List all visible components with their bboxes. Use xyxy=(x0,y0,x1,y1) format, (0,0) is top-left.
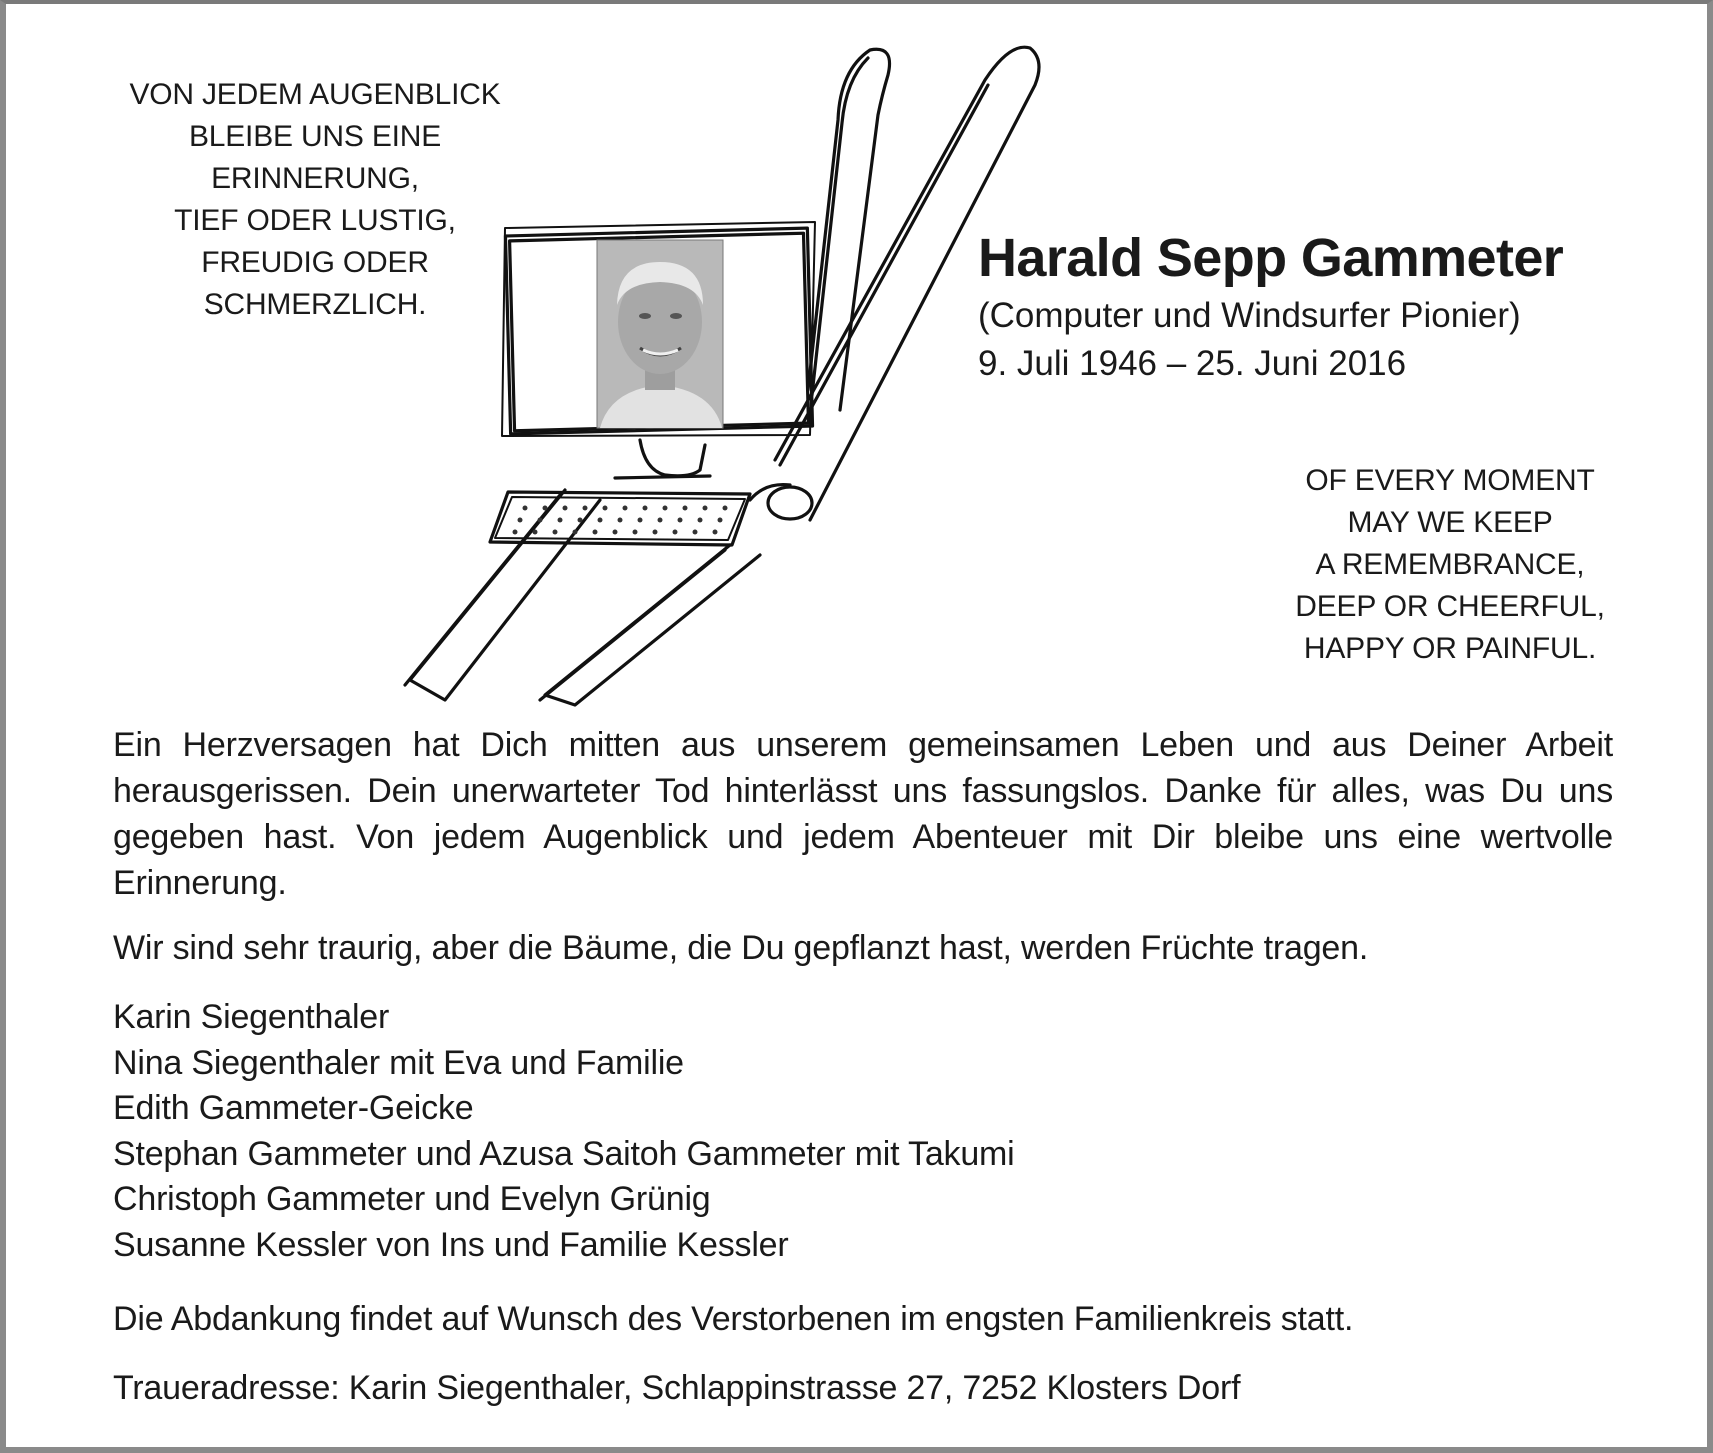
mourner-name: Susanne Kessler von Ins und Familie Kessler xyxy=(113,1225,789,1264)
mouse xyxy=(768,487,812,519)
verse-line: ERINNERUNG, xyxy=(211,162,419,195)
verse-line: HAPPY OR PAINFUL. xyxy=(1303,632,1597,665)
mourner-name: Nina Siegenthaler mit Eva und Familie xyxy=(113,1043,684,1082)
verse-line: BLEIBE UNS EINE xyxy=(188,120,442,153)
deceased-name: Harald Sepp Gammeter xyxy=(978,228,1564,288)
mourner-name: Karin Siegenthaler xyxy=(113,998,390,1036)
mourners-list xyxy=(113,995,1015,1268)
keyboard-keys xyxy=(513,506,728,535)
verse-line: SCHMERZLICH. xyxy=(203,288,427,321)
message-paragraph: Ein Herzversagen hat Dich mitten aus unserem gemeinsamen Leben und aus Deiner Arbeit herausgerissen. Dein unerwarteter Tod hinterlässt uns fassungslos. Danke für alles, was Du uns gegeben hast. Von jedem Augenblick und jedem Abenteuer mit Dir bleibe uns eine wertvolle Erinnerung. xyxy=(113,726,1613,902)
verse-line: FREUDIG ODER xyxy=(201,246,429,279)
verse-line: A REMEMBRANCE, xyxy=(1315,548,1585,581)
portrait-photo xyxy=(597,240,723,428)
verse-line: OF EVERY MOMENT xyxy=(1305,464,1595,497)
mourner-name: Christoph Gammeter und Evelyn Grünig xyxy=(113,1180,711,1218)
mourner-name: Edith Gammeter-Geicke xyxy=(113,1089,474,1127)
ceremony-paragraph: Die Abdankung findet auf Wunsch des Verstorbenen im engsten Familienkreis statt. xyxy=(113,1300,1354,1338)
left-ski xyxy=(808,49,890,410)
life-dates: 9. Juli 1946 – 25. Juni 2016 xyxy=(978,344,1407,383)
trees-paragraph: Wir sind sehr traurig, aber die Bäume, die Du gepflanzt hast, werden Früchte tragen. xyxy=(113,929,1369,967)
verse-line: TIEF ODER LUSTIG, xyxy=(174,204,456,237)
mourner-name: Stephan Gammeter und Azusa Saitoh Gammeter mit Takumi xyxy=(113,1134,1015,1173)
verse-line: MAY WE KEEP xyxy=(1347,506,1553,539)
verse-line: DEEP OR CHEERFUL, xyxy=(1295,590,1605,623)
verse-german xyxy=(100,74,530,326)
monitor-stand xyxy=(640,440,705,476)
address-paragraph: Traueradresse: Karin Siegenthaler, Schlappinstrasse 27, 7252 Klosters Dorf xyxy=(113,1369,1241,1407)
verse-line: VON JEDEM AUGENBLICK xyxy=(129,78,501,111)
deceased-subtitle: (Computer und Windsurfer Pionier) xyxy=(978,296,1521,335)
verse-english xyxy=(1270,460,1630,670)
